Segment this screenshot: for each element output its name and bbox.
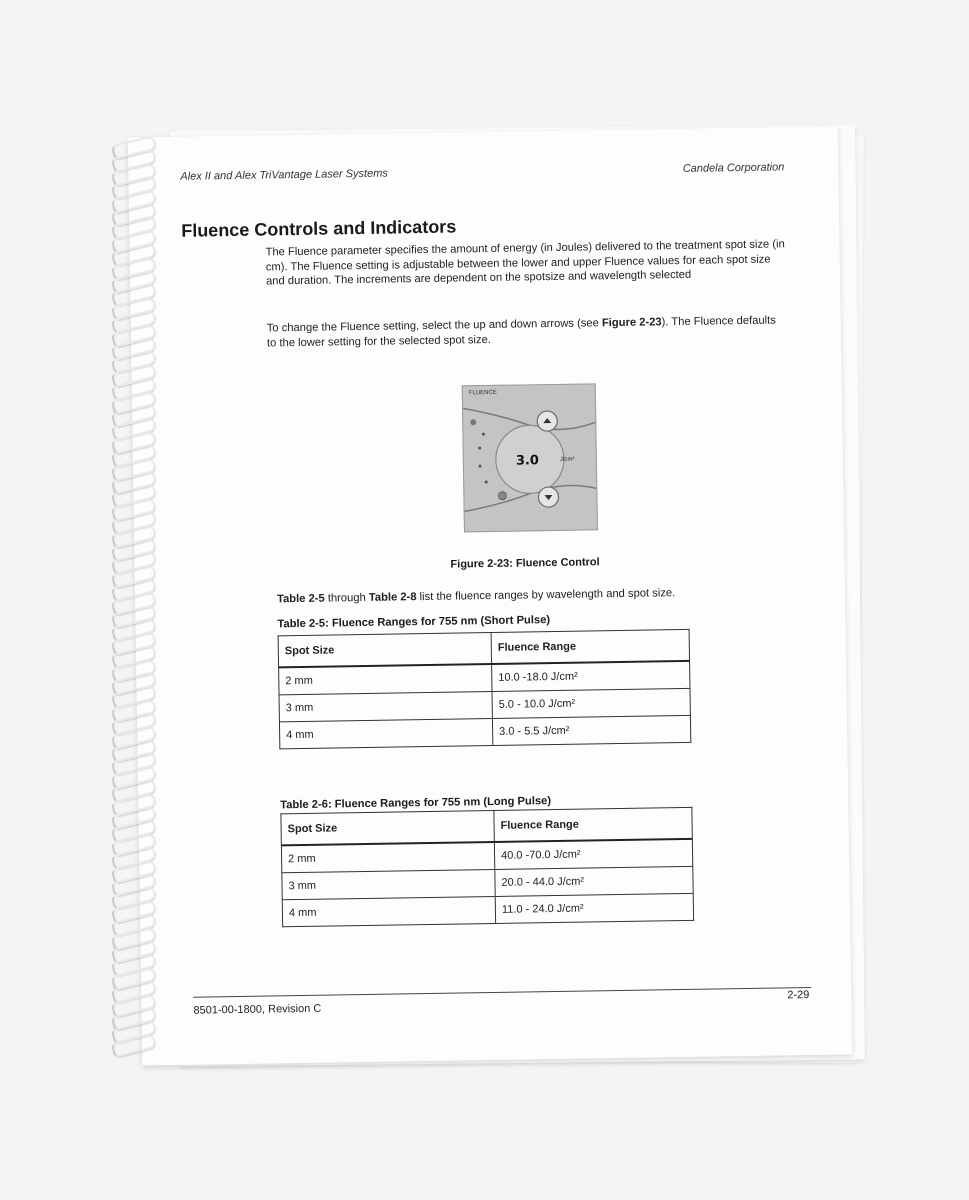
fluence-range-cell: 5.0 - 10.0 J/cm² [492,688,690,718]
table-caption-long-pulse: Table 2-6: Fluence Ranges for 755 nm (Long Pulse) [280,795,552,812]
footer-rule [193,987,811,998]
paragraph-fluence-definition: The Fluence parameter specifies the amount of energy (in Joules) delivered to the treatment spot size (in cm). The Fluence setting is adjustable between the lower and upper Fluence values for each spot size and duration. The increments are dependent on the spotsize and wavelength selected [265,238,785,288]
fluence-range-cell: 10.0 -18.0 J/cm² [492,661,690,692]
column-header-fluence-range: Fluence Range [491,629,689,664]
spot-size-cell: 4 mm [279,718,492,748]
paragraph-change-fluence [267,313,787,350]
column-header-fluence-range: Fluence Range [494,807,692,842]
table-caption-short-pulse: Table 2-5: Fluence Ranges for 755 nm (Short Pulse) [277,614,551,631]
fluence-value-display: 3.0 [515,453,540,469]
table-ref-start: Table 2-5 [276,592,325,606]
p2-text-suffix: ). The Fluence defaults to the lower setting for the selected spot size. [266,314,776,349]
intro-rest-text: list the fluence ranges by wavelength and spot size. [416,587,676,604]
fluence-table-long-pulse [280,807,694,927]
fluence-range-cell: 3.0 - 5.5 J/cm² [492,715,690,745]
table-row [279,715,690,748]
fluence-screen-label: FLUENCE [468,389,497,397]
running-header-left: Alex II and Alex TriVantage Laser Systems [180,167,388,183]
spot-size-cell: 4 mm [282,896,495,926]
manual-page [128,126,852,1065]
spot-size-cell: 3 mm [279,691,492,721]
footer-document-number: 8501-00-1800, Revision C [193,1002,322,1017]
fluence-table-short-pulse [278,629,692,749]
footer-page-number: 2-29 [787,989,810,1002]
column-header-spot-size: Spot Size [278,632,491,667]
spiral-binding [112,140,156,1055]
table-ref-end: Table 2-8 [368,591,417,604]
fluence-range-cell: 20.0 - 44.0 J/cm² [495,866,693,896]
intro-mid-text: through [324,591,369,605]
fluence-unit-label: J/cm² [559,456,575,463]
section-title: Fluence Controls and Indicators [181,216,457,241]
running-header-right: Candela Corporation [682,161,785,175]
indicator-dot [498,492,506,500]
spot-size-cell: 2 mm [281,842,494,873]
p2-text-prefix: To change the Fluence setting, select the up and down arrows (see [266,317,603,335]
tables-intro [277,587,675,605]
spot-size-cell: 3 mm [282,869,495,899]
fluence-range-cell: 11.0 - 24.0 J/cm² [495,893,693,923]
figure-reference: Figure 2-23 [601,316,662,330]
column-header-spot-size: Spot Size [281,810,494,845]
fluence-range-cell: 40.0 -70.0 J/cm² [494,839,692,870]
figure-caption: Figure 2-23: Fluence Control [450,556,600,571]
spot-size-cell: 2 mm [279,664,492,695]
fluence-control-figure [462,383,598,532]
table-row [282,893,693,926]
